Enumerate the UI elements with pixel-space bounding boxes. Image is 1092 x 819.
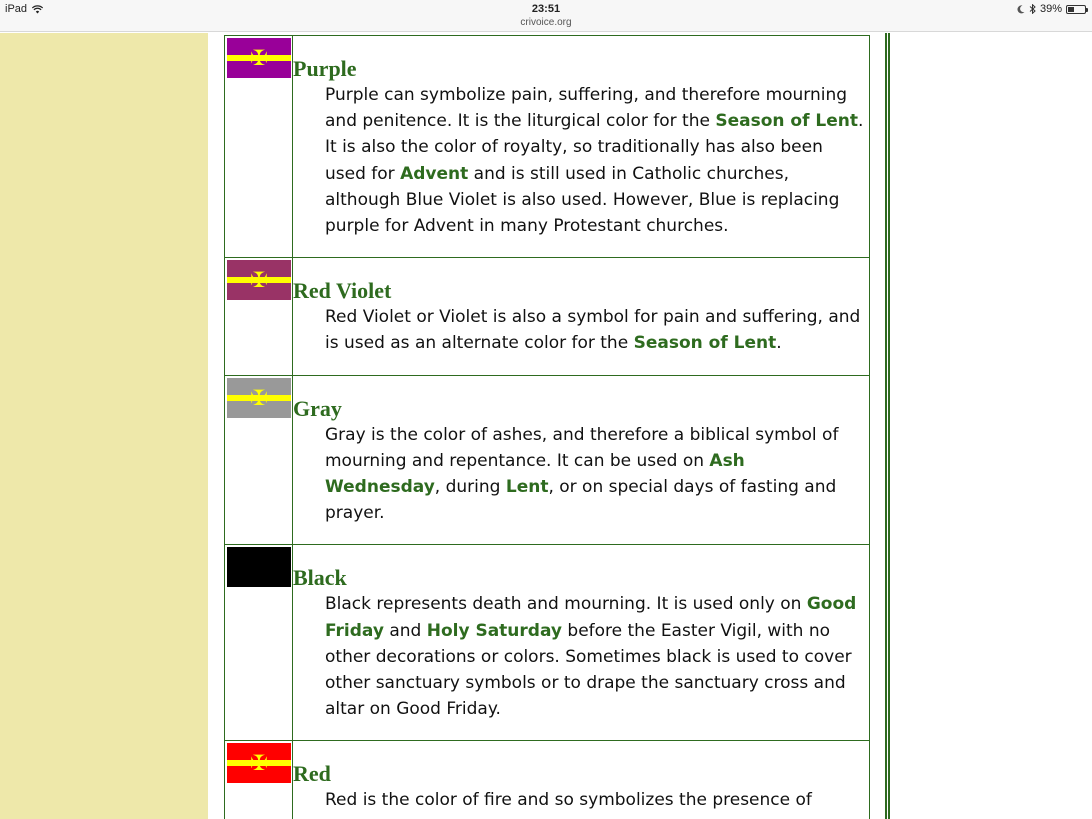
color-description bbox=[293, 304, 869, 374]
maltese-cross-icon: ✠ bbox=[250, 268, 268, 293]
swatch-cell bbox=[225, 375, 293, 545]
description-text: and bbox=[383, 620, 427, 641]
swatch-cell bbox=[225, 741, 293, 819]
swatch-cell bbox=[225, 258, 293, 375]
color-row bbox=[225, 741, 870, 819]
bluetooth-icon bbox=[1029, 4, 1036, 14]
color-title: Gray bbox=[293, 395, 342, 421]
moon-icon bbox=[1017, 5, 1025, 14]
season-link[interactable]: Season of Lent bbox=[633, 333, 777, 354]
description-text: before the Easter Vigil, with no other decorations or colors. Sometimes black is used to cover other sanctuary symbols or to drape the sanctuary cross and altar on Good Friday. bbox=[325, 620, 852, 720]
season-link[interactable]: Ash Wednesday bbox=[325, 450, 745, 498]
description-cell bbox=[293, 375, 870, 545]
battery-icon bbox=[1066, 5, 1086, 14]
color-row bbox=[225, 258, 870, 375]
status-right bbox=[1017, 3, 1086, 15]
description-cell bbox=[293, 36, 870, 258]
color-swatch-red-violet bbox=[227, 260, 291, 300]
page-content bbox=[208, 33, 1092, 819]
status-bar bbox=[0, 0, 1092, 32]
season-link[interactable]: Good Friday bbox=[325, 594, 857, 641]
liturgical-color-table bbox=[224, 35, 870, 819]
description-text: , or on special days of fasting and prayer. bbox=[325, 477, 837, 524]
swatch-cell bbox=[225, 36, 293, 258]
description-text: and is still used in Catholic churches, although Blue Violet is also used. However, Blue is replacing purple for Advent in many Protestant churches. bbox=[325, 163, 840, 237]
color-title: Black bbox=[293, 565, 347, 591]
color-description bbox=[293, 82, 869, 257]
color-swatch-black bbox=[227, 547, 291, 587]
season-link[interactable]: Season of Lent bbox=[715, 111, 859, 132]
description-cell bbox=[293, 258, 870, 375]
battery-percent: 39% bbox=[1039, 3, 1062, 15]
description-text: Gray is the color of ashes, and therefore a biblical symbol of mourning and repentance. It can be used on bbox=[325, 424, 839, 471]
color-swatch-gray bbox=[227, 378, 291, 418]
description-text: . It is also the color of royalty, so traditionally has also been used for bbox=[325, 111, 864, 184]
color-description bbox=[293, 787, 869, 819]
description-text: , during bbox=[434, 477, 506, 498]
color-title: Red Violet bbox=[293, 278, 392, 304]
frame-border-right bbox=[888, 33, 890, 819]
color-swatch-red bbox=[227, 743, 291, 783]
color-title: Purple bbox=[293, 56, 357, 81]
color-row bbox=[225, 375, 870, 545]
color-swatch-purple bbox=[227, 38, 291, 78]
description-text: Black represents death and mourning. It is used only on bbox=[325, 594, 807, 615]
season-link[interactable]: Lent bbox=[505, 477, 549, 498]
description-text: Red Violet or Violet is also a symbol for pain and suffering, and is used as an alternate color for the bbox=[325, 307, 861, 354]
color-row bbox=[225, 36, 870, 258]
color-title: Red bbox=[293, 761, 331, 787]
description-text: Red is the color of fire and so symbolizes the presence of bbox=[325, 790, 812, 811]
maltese-cross-icon: ✠ bbox=[250, 751, 268, 776]
maltese-cross-icon: ✠ bbox=[250, 46, 268, 70]
status-center bbox=[0, 3, 1092, 29]
maltese-cross-icon: ✠ bbox=[250, 385, 268, 410]
color-description bbox=[293, 422, 869, 545]
description-cell bbox=[293, 545, 870, 741]
description-text: . bbox=[776, 333, 782, 354]
left-sidebar-background bbox=[0, 33, 208, 819]
color-description bbox=[293, 591, 869, 740]
season-link[interactable]: Holy Saturday bbox=[426, 620, 562, 641]
clock: 23:51 bbox=[531, 3, 561, 15]
address-url[interactable]: crivoice.org bbox=[520, 17, 572, 28]
device-label: iPad bbox=[5, 3, 28, 15]
description-text: Purple can symbolize pain, suffering, and therefore mourning and penitence. It is the liturgical color for the bbox=[325, 85, 848, 132]
season-link[interactable]: Advent bbox=[400, 163, 469, 184]
description-cell bbox=[293, 741, 870, 819]
swatch-cell bbox=[225, 545, 293, 741]
color-row bbox=[225, 545, 870, 741]
